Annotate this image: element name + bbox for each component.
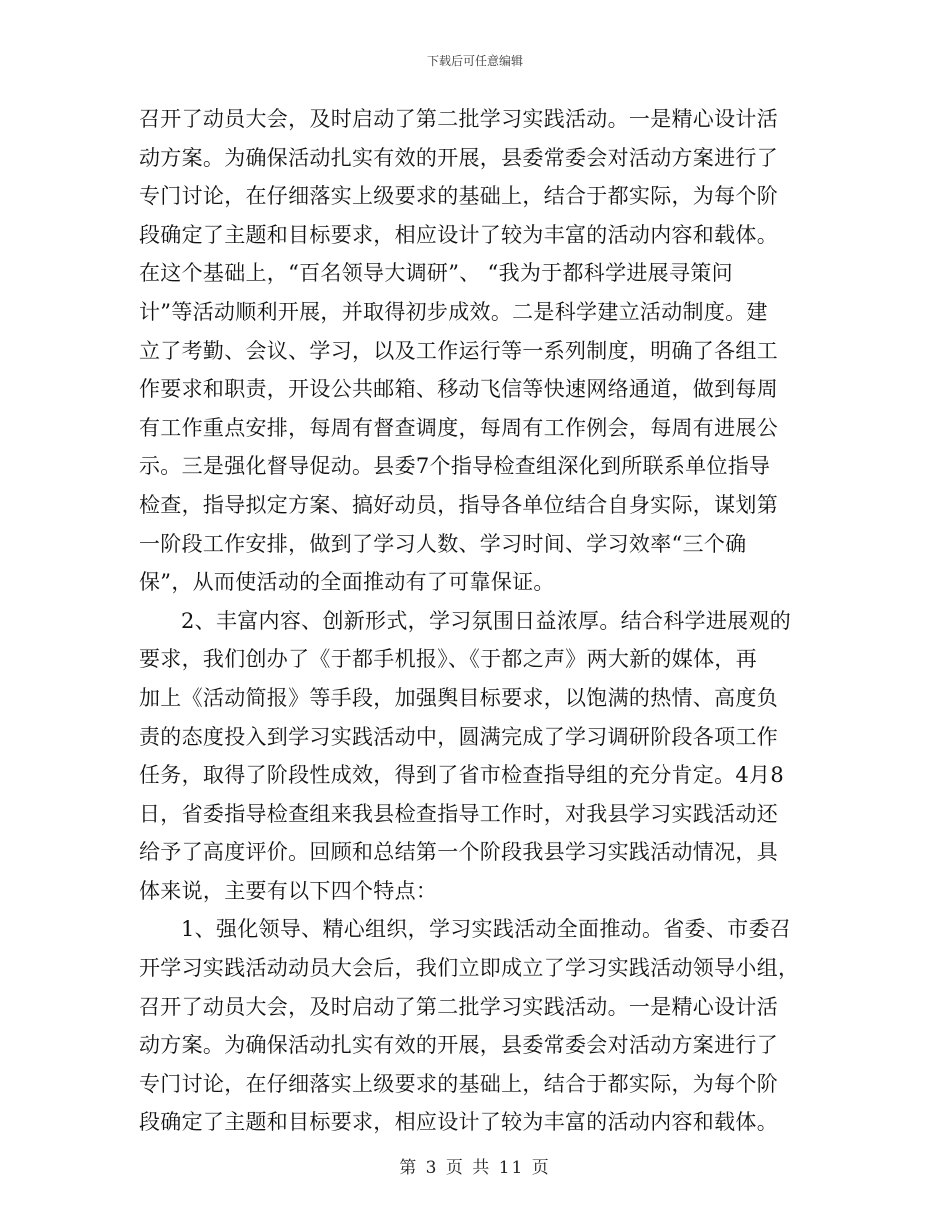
text-line: 检查，指导拟定方案、搞好动员，指导各单位结合自身实际，谋划第	[139, 492, 778, 517]
text-line: 给予了高度评价。回顾和总结第一个阶段我县学习实践活动情况，具	[139, 840, 778, 865]
text-line: 一阶段工作安排，做到了学习人数、学习时间、学习效率“三个确	[139, 531, 747, 556]
text-line: 在这个基础上，“百名领导大调研”、 “我为于都科学进展寻策问	[139, 261, 733, 286]
text-line: 日，省委指导检查组来我县检查指导工作时，对我县学习实践活动还	[139, 801, 778, 826]
text-line: 示。三是强化督导促动。县委7个指导检查组深化到所联系单位指导	[139, 454, 771, 479]
text-line: 段确定了主题和目标要求，相应设计了较为丰富的活动内容和载体。	[139, 222, 778, 247]
text-line: 动方案。为确保活动扎实有效的开展，县委常委会对活动方案进行了	[139, 1033, 778, 1058]
text-line: 要求，我们创办了《于都手机报》、《于都之声》两大新的媒体，再	[139, 647, 757, 672]
text-line: 有工作重点安排，每周有督查调度，每周有工作例会，每周有进展公	[139, 415, 778, 440]
text-line: 体来说，主要有以下四个特点：	[139, 878, 438, 903]
document-body	[139, 100, 811, 1142]
page-number: 第 3 页 共 11 页	[399, 1158, 551, 1178]
page-header: 下载后可任意编辑	[426, 54, 523, 68]
text-line: 专门讨论，在仔细落实上级要求的基础上，结合于都实际，为每个阶	[139, 1071, 778, 1096]
text-line: 开学习实践活动动员大会后，我们立即成立了学习实践活动领导小组，	[139, 956, 800, 981]
text-line: 计”等活动顺利开展，并取得初步成效。二是科学建立活动制度。建	[139, 299, 768, 324]
text-line: 动方案。为确保活动扎实有效的开展，县委常委会对活动方案进行了	[139, 145, 778, 170]
text-line: 召开了动员大会，及时启动了第二批学习实践活动。一是精心设计活	[139, 107, 778, 131]
text-line: 2、丰富内容、创新形式，学习氛围日益浓厚。结合科学进展观的	[181, 608, 792, 633]
text-line: 加上《活动简报》等手段，加强舆目标要求，以饱满的热情、高度负	[139, 685, 778, 710]
text-line: 专门讨论，在仔细落实上级要求的基础上，结合于都实际，为每个阶	[139, 184, 778, 209]
text-line: 召开了动员大会，及时启动了第二批学习实践活动。一是精心设计活	[139, 994, 778, 1019]
text-line: 1、强化领导、精心组织，学习实践活动全面推动。省委、市委召	[181, 917, 792, 942]
text-line: 作要求和职责，开设公共邮箱、移动飞信等快速网络通道，做到每周	[139, 377, 778, 402]
text-line: 保”，从而使活动的全面推动有了可靠保证。	[139, 570, 555, 595]
text-line: 段确定了主题和目标要求，相应设计了较为丰富的活动内容和载体。	[139, 1110, 778, 1135]
text-line: 立了考勤、会议、学习，以及工作运行等一系列制度，明确了各组工	[139, 338, 778, 363]
text-line: 任务，取得了阶段性成效，得到了省市检查指导组的充分肯定。4月8	[139, 763, 785, 788]
text-line: 责的态度投入到学习实践活动中，圆满完成了学习调研阶段各项工作	[139, 724, 778, 749]
